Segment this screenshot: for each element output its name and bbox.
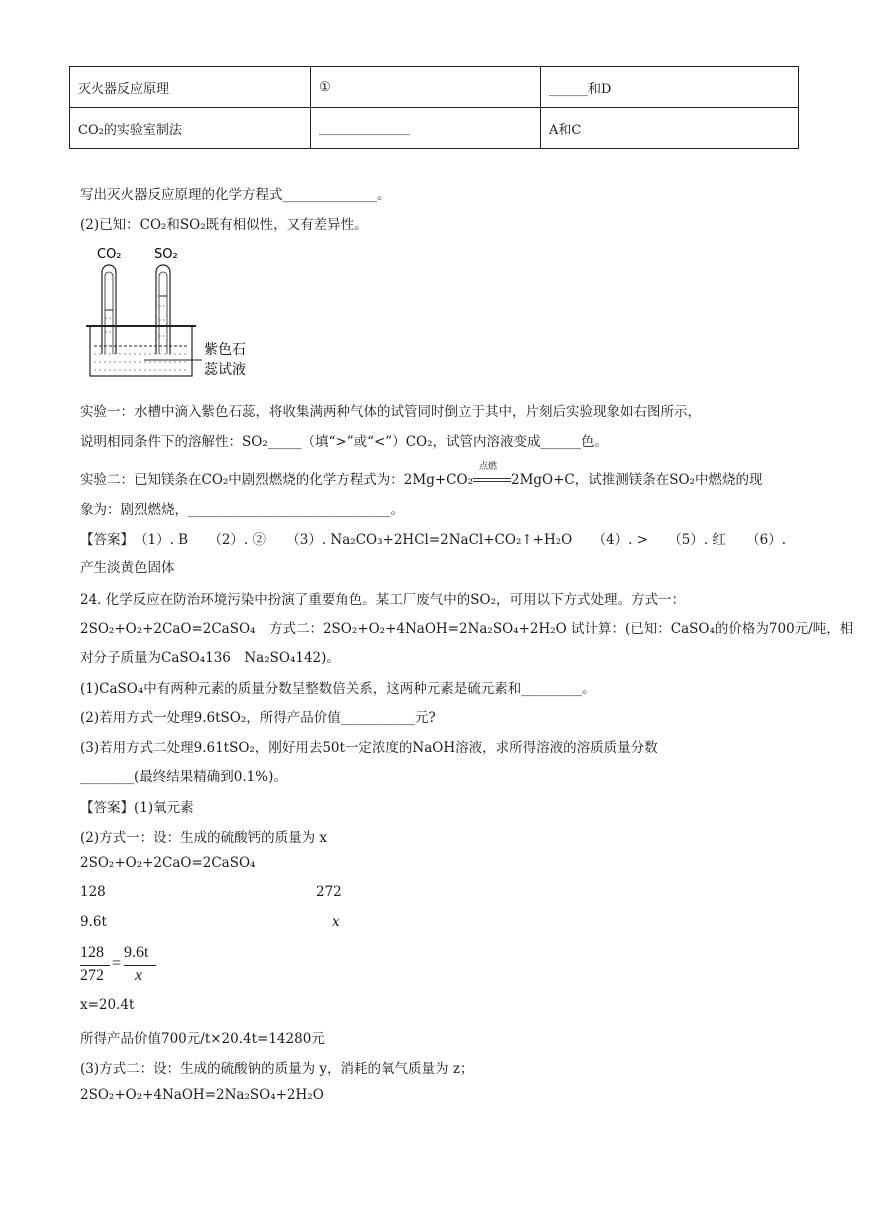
equation-part: 实验二：已知镁条在CO₂中剧烈燃烧的化学方程式为：2Mg+CO₂ — [80, 472, 473, 488]
condition-label: 点燃 — [478, 462, 497, 472]
answer-line: 【答案】(1)氧元素 — [80, 800, 194, 816]
table-row — [70, 108, 799, 149]
answer-line: (2)方式一：设：生成的硫酸钙的质量为 x — [80, 830, 328, 846]
liquid-label-2: 蕊试液 — [204, 362, 246, 378]
liquid-label-1: 紫色石 — [204, 342, 246, 358]
molar-mass-1: 128 — [80, 884, 106, 900]
question-line: 实验一：水槽中滴入紫色石蕊，将收集满两种气体的试管同时倒立于其中，片刻后实验现象如右图所示， — [80, 404, 701, 420]
question-line: 写出灭火器反应原理的化学方程式______________。 — [80, 187, 391, 203]
equation-line: 2SO₂+O₂+4NaOH=2Na₂SO₄+2H₂O — [80, 1087, 324, 1103]
answer-line: 所得产品价值700元/t×20.4t=14280元 — [80, 1031, 325, 1047]
table-cell: ______和D — [541, 67, 799, 108]
fraction-num-2: 9.6t — [124, 944, 149, 961]
answer-line: x=20.4t — [80, 997, 135, 1013]
so2-label: SO₂ — [154, 247, 178, 262]
co2-label: CO₂ — [97, 247, 122, 262]
fraction-den-2: x — [135, 967, 143, 984]
answer-line: 产生淡黄色固体 — [80, 560, 175, 576]
answer-line: 【答案】 （1）. B （2）. ② （3）. Na₂CO₃+2HCl=2NaCl+CO₂↑+H₂O （4）. > （5）. 红 （6）. — [80, 532, 787, 548]
table-cell: 灭火器反应原理 — [70, 67, 311, 108]
table-row — [70, 67, 799, 108]
molar-mass-2: 272 — [316, 884, 342, 900]
question-line: 对分子质量为CaSO₄136 Na₂SO₄142)。 — [80, 650, 340, 666]
question-line — [80, 462, 763, 488]
question-line: (3)若用方式二处理9.61tSO₂，刚好用去50t一定浓度的NaOH溶液，求所得溶液的溶质质量分数 — [80, 740, 658, 756]
reaction-table — [69, 66, 799, 149]
table-cell: ① — [311, 67, 541, 108]
fraction-bar — [80, 965, 110, 966]
fraction-den-1: 272 — [80, 967, 104, 984]
question-line: 24. 化学反应在防治环境污染中扮演了重要角色。某工厂废气中的SO₂，可用以下方式处理。方式一： — [80, 592, 685, 608]
question-line: (2)已知：CO₂和SO₂既有相似性，又有差异性。 — [80, 217, 368, 233]
table-cell: A和C — [541, 108, 799, 149]
equation-line: 2SO₂+O₂+2CaO=2CaSO₄ — [80, 855, 256, 871]
reaction-condition-arrow — [473, 462, 511, 484]
table-cell: ______________ — [311, 108, 541, 149]
fraction-bar — [124, 965, 156, 966]
answer-line: (3)方式二：设：生成的硫酸钠的质量为 y，消耗的氧气质量为 z； — [80, 1061, 474, 1077]
question-line: (2)若用方式一处理9.6tSO₂，所得产品价值___________元? — [80, 710, 436, 726]
question-line: ________(最终结果精确到0.1%)。 — [80, 769, 287, 785]
unknown-mass: x — [332, 914, 340, 930]
question-line: 说明相同条件下的溶解性：SO₂_____（填“>”或“<”）CO₂，试管内溶液变成______色。 — [80, 434, 609, 450]
test-tube-figure — [84, 242, 274, 382]
question-line: 象为：剧烈燃烧，______________________________。 — [80, 502, 404, 518]
equation-part: 2MgO+C，试推测镁条在SO₂中燃烧的现 — [510, 472, 763, 488]
given-mass: 9.6t — [80, 914, 107, 930]
table-cell: CO₂的实验室制法 — [70, 108, 311, 149]
equals-sign: = — [112, 955, 122, 972]
fraction-num-1: 128 — [80, 944, 104, 961]
question-line: (1)CaSO₄中有两种元素的质量分数呈整数倍关系，这两种元素是硫元素和_________。 — [80, 681, 596, 697]
question-line: 2SO₂+O₂+2CaO=2CaSO₄ 方式二：2SO₂+O₂+4NaOH=2Na₂SO₄+2H₂O 试计算：(已知：CaSO₄的价格为700元/吨，相 — [80, 621, 854, 637]
